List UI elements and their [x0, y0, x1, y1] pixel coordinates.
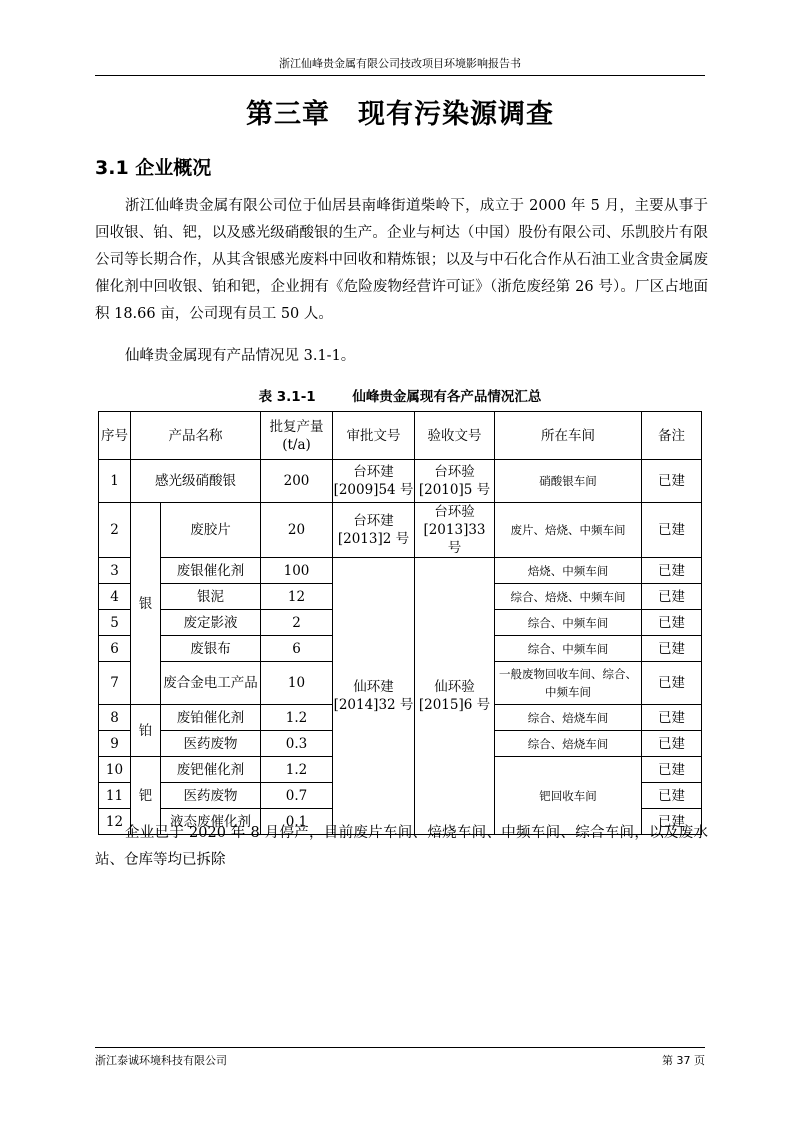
page-header: 浙江仙峰贵金属有限公司技改项目环境影响报告书	[95, 55, 705, 76]
row-remark: 已建	[642, 503, 702, 558]
row-workshop: 一般废物回收车间、综合、中频车间	[495, 662, 642, 705]
header-acceptance: 验收文号	[415, 412, 495, 460]
row-name: 废银布	[161, 636, 261, 662]
table-header-row	[99, 412, 702, 460]
row-acceptance: 台环验[2013]33 号	[415, 503, 495, 558]
row-remark: 已建	[642, 558, 702, 584]
header-workshop: 所在车间	[495, 412, 642, 460]
header-capacity: 批复产量(t/a)	[261, 412, 333, 460]
row-name: 废合金电工产品	[161, 662, 261, 705]
row-name: 医药废物	[161, 783, 261, 809]
row-name: 废钯催化剂	[161, 757, 261, 783]
row-no: 9	[99, 731, 131, 757]
row-no: 12	[99, 809, 131, 835]
table-reference-paragraph: 仙峰贵金属现有产品情况见 3.1-1。	[125, 348, 356, 364]
table-row	[99, 460, 702, 503]
row-capacity: 6	[261, 636, 333, 662]
row-remark: 已建	[642, 662, 702, 705]
row-acceptance: 台环验[2010]5 号	[415, 460, 495, 503]
row-remark: 已建	[642, 636, 702, 662]
row-no: 7	[99, 662, 131, 705]
row-name: 废铂催化剂	[161, 705, 261, 731]
table-row	[99, 503, 702, 558]
table-row	[99, 558, 702, 584]
row-capacity: 0.7	[261, 783, 333, 809]
row-workshop: 综合、焙烧车间	[495, 705, 642, 731]
group-palladium: 钯	[131, 757, 161, 835]
row-name: 液态废催化剂	[161, 809, 261, 835]
row-workshop: 硝酸银车间	[495, 460, 642, 503]
footer-page-number: 第 37 页	[662, 1054, 705, 1067]
row-workshop: 综合、中频车间	[495, 636, 642, 662]
group-silver: 银	[131, 503, 161, 705]
row-name: 医药废物	[161, 731, 261, 757]
row-name: 废定影液	[161, 610, 261, 636]
row-no: 10	[99, 757, 131, 783]
row-no: 1	[99, 460, 131, 503]
row-name: 银泥	[161, 584, 261, 610]
intro-paragraph: 浙江仙峰贵金属有限公司位于仙居县南峰街道柴岭下，成立于 2000 年 5 月，主要从事于回收银、铂、钯，以及感光级硝酸银的生产。企业与柯达（中国）股份有限公司、乐凯胶片有限公司等长期合作，从其含银感光废料中回收和精炼银；以及与中石化合作从石油工业含贵金属废催化剂中回收银、铂和钯，企业拥有《危险废物经营许可证》（浙危废经第 26 号）。厂区占地面积 18.66 亩，公司现有员工 50 人。	[95, 198, 708, 322]
row-approval: 台环建[2013]2 号	[333, 503, 415, 558]
row-remark: 已建	[642, 731, 702, 757]
table-caption-number: 表 3.1-1	[258, 389, 316, 405]
closing-paragraph: 企业已于 2020 年 8 月停产，目前废片车间、焙烧车间、中频车间、综合车间，以及废水站、仓库等均已拆除	[95, 825, 708, 868]
chapter-title: 第三章 现有污染源调查	[246, 99, 554, 130]
row-no: 11	[99, 783, 131, 809]
row-workshop: 焙烧、中频车间	[495, 558, 642, 584]
row-approval: 台环建[2009]54 号	[333, 460, 415, 503]
row-remark: 已建	[642, 757, 702, 783]
row-no: 5	[99, 610, 131, 636]
row-capacity: 10	[261, 662, 333, 705]
section-title: 3.1 企业概况	[95, 157, 212, 179]
row-capacity: 1.2	[261, 757, 333, 783]
row-workshop: 综合、焙烧车间	[495, 731, 642, 757]
header-name: 产品名称	[131, 412, 261, 460]
page-footer	[95, 1047, 705, 1068]
row-capacity: 0.3	[261, 731, 333, 757]
row-no: 2	[99, 503, 131, 558]
merged-acceptance: 仙环验[2015]6 号	[415, 558, 495, 835]
header-no: 序号	[99, 412, 131, 460]
row-capacity: 200	[261, 460, 333, 503]
group-platinum: 铂	[131, 705, 161, 757]
row-workshop: 废片、焙烧、中频车间	[495, 503, 642, 558]
row-remark: 已建	[642, 610, 702, 636]
merged-palladium-workshop: 钯回收车间	[495, 757, 642, 835]
row-workshop: 综合、中频车间	[495, 610, 642, 636]
row-capacity: 0.1	[261, 809, 333, 835]
row-no: 8	[99, 705, 131, 731]
row-name: 废银催化剂	[161, 558, 261, 584]
header-remark: 备注	[642, 412, 702, 460]
product-table	[98, 411, 702, 835]
row-no: 4	[99, 584, 131, 610]
row-remark: 已建	[642, 705, 702, 731]
row-remark: 已建	[642, 460, 702, 503]
row-remark: 已建	[642, 783, 702, 809]
merged-approval: 仙环建[2014]32 号	[333, 558, 415, 835]
row-capacity: 100	[261, 558, 333, 584]
row-no: 6	[99, 636, 131, 662]
row-capacity: 1.2	[261, 705, 333, 731]
header-approval: 审批文号	[333, 412, 415, 460]
row-no: 3	[99, 558, 131, 584]
row-capacity: 20	[261, 503, 333, 558]
row-name: 感光级硝酸银	[131, 460, 261, 503]
row-workshop: 综合、焙烧、中频车间	[495, 584, 642, 610]
row-name: 废胶片	[161, 503, 261, 558]
footer-company: 浙江泰诚环境科技有限公司	[95, 1054, 227, 1067]
row-capacity: 12	[261, 584, 333, 610]
row-remark: 已建	[642, 584, 702, 610]
table-caption-title: 仙峰贵金属现有各产品情况汇总	[352, 389, 542, 405]
row-capacity: 2	[261, 610, 333, 636]
row-remark: 已建	[642, 809, 702, 835]
table-caption	[95, 385, 705, 405]
